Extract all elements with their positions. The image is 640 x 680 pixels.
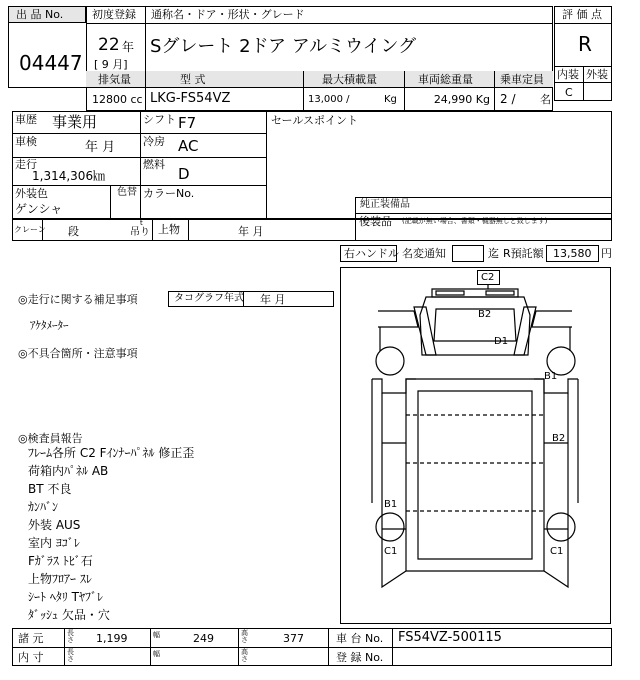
crane-hoist: 吊り: [130, 227, 150, 238]
interior-grade-value: C: [565, 86, 573, 99]
inspection-value: 年 月: [85, 140, 116, 155]
history-block: [12, 111, 612, 219]
length-value: 1,199: [96, 632, 128, 645]
width-value: 249: [193, 632, 214, 645]
lot-no-label: 出 品 No.: [16, 8, 64, 21]
max-load-unit: Kg: [384, 94, 397, 105]
height-label: 高さ: [241, 629, 248, 644]
deposit-until-label: 迄: [488, 247, 499, 260]
recycle-unit: 円: [601, 247, 612, 260]
max-load-value: 13,000 /: [308, 94, 350, 105]
inspector-title: ◎検査員報告: [18, 432, 83, 445]
cab-roof: [432, 289, 518, 297]
displacement-value: 12800 cc: [92, 93, 143, 106]
exterior-grade-label: 外装: [586, 68, 608, 81]
inner-height-label: 高さ: [241, 648, 248, 663]
name-change-label: 名変通知: [402, 247, 446, 260]
name-change-box[interactable]: [452, 245, 484, 262]
inspector-line: 室内 ﾖｺﾞﾚ: [28, 536, 80, 550]
grade-value: R: [578, 32, 592, 56]
inspector-line: Fｶﾞﾗｽ ﾄﾋﾞ石: [28, 554, 93, 568]
recycle-value: 13,580: [553, 247, 592, 260]
history-value: 事業用: [52, 113, 98, 131]
rhd-label: 右ハンドル: [344, 247, 399, 260]
damage-mark-c1-left: C1: [384, 546, 398, 557]
mileage-label: 走行: [15, 158, 37, 171]
damage-mark-b1-left: B1: [384, 499, 398, 510]
mileage-note-title: ◎走行に関する補足事項: [18, 293, 138, 306]
damage-mark-b2-right: B2: [552, 433, 566, 444]
gross-weight-value: 24,990 Kg: [433, 93, 490, 106]
inspector-line: 外装 AUS: [28, 518, 81, 532]
truck-diagram: [340, 267, 611, 624]
inspector-line: ｶﾝﾊﾞﾝ: [28, 500, 59, 514]
displacement-label: 排気量: [98, 73, 131, 86]
tachograph-value: 年 月: [260, 293, 286, 306]
capacity-label: 乗車定員: [500, 73, 544, 86]
ac-label: 冷房: [143, 135, 165, 148]
dims-label: 諸 元: [18, 632, 44, 645]
tachograph-label: タコグラフ年式: [174, 293, 244, 304]
inner-width-label: 幅: [153, 650, 160, 658]
color-code-label: カラーNo.: [143, 187, 195, 200]
genuine-equipment-label: 純正装備品: [360, 199, 410, 210]
inspection-label: 車検: [15, 135, 37, 148]
damage-mark-b1-right: B1: [544, 371, 558, 382]
inner-dims-label: 内 寸: [18, 651, 44, 664]
reg-year-unit: 年: [122, 40, 135, 54]
mileage-value: 1,314,306㎞: [32, 169, 106, 183]
gross-weight-label: 車両総重量: [418, 73, 473, 86]
interior-grade-label: 内装: [557, 68, 579, 81]
aftermarket-label: 後装品: [359, 215, 392, 228]
inspector-line: ﾀﾞｯｼｭ 欠品・穴: [28, 608, 110, 622]
height-value: 377: [283, 632, 304, 645]
inspector-line: 荷箱内ﾊﾟﾈﾙ AB: [28, 464, 109, 478]
shift-value: F7: [178, 114, 197, 132]
capacity-value: 2 /: [500, 92, 516, 106]
upper-structure-label: 上物: [158, 223, 180, 236]
chassis-value: FS54VZ-500115: [398, 630, 502, 645]
aftermarket-note: (記載が無い場合、書類・機器無しと致します): [402, 217, 548, 225]
crane-stages: 段: [68, 225, 79, 238]
crane-label: クレーン: [14, 225, 46, 234]
reg-year: 22: [98, 35, 120, 55]
capacity-unit: 名: [540, 93, 551, 106]
damage-mark-c1-right: C1: [550, 546, 564, 557]
reg-month: [ 9 月]: [94, 58, 128, 71]
fuel-label: 燃料: [143, 158, 165, 171]
chassis-label: 車 台 No.: [336, 632, 384, 645]
shift-label: シフト: [143, 113, 176, 126]
wheel-rear-left: [376, 513, 404, 541]
inspector-line: 上物ﾌﾛｱｰ ｽﾚ: [28, 572, 92, 586]
cargo-box: [406, 379, 544, 571]
ac-value: AC: [178, 137, 199, 155]
first-registration-label: 初度登録: [92, 8, 136, 21]
damage-mark-d1: D1: [494, 336, 509, 347]
width-label: 幅: [153, 631, 160, 639]
inner-length-label: 長さ: [67, 648, 74, 663]
wheel-rear-right: [547, 513, 575, 541]
vehicle-name-label: 通称名・ドア・形状・グレード: [151, 8, 305, 21]
length-label: 長さ: [67, 629, 74, 644]
damage-mark-b2-top: B2: [478, 309, 492, 320]
fuel-value: D: [178, 165, 190, 183]
vehicle-name: Sグレート 2ドア アルミウイング: [150, 36, 417, 57]
model-value: LKG-FS54VZ: [150, 91, 231, 106]
mileage-note: ｱｹﾀﾒｰﾀｰ: [30, 319, 69, 332]
inspector-line: BT 不良: [28, 482, 72, 496]
wheel-front-left: [376, 347, 404, 375]
defects-title: ◎不具合箇所・注意事項: [18, 347, 138, 360]
registration-label: 登 録 No.: [336, 651, 384, 664]
color-no-label: 色替: [117, 187, 137, 198]
sales-point-label: セールスポイント: [271, 114, 359, 127]
inspector-line: ｼｰﾄ ﾍﾀﾘ Tﾔﾌﾞﾚ: [28, 590, 103, 604]
grade-label: 評 価 点: [562, 8, 602, 21]
lot-number: 04447: [19, 51, 83, 75]
history-label: 車歴: [15, 113, 37, 126]
cab-top: [420, 297, 530, 355]
upper-year-month: 年 月: [238, 225, 264, 238]
color-label: 外装色: [15, 187, 48, 200]
max-load-label: 最大積載量: [322, 73, 377, 86]
damage-mark-c2: C2: [481, 272, 495, 283]
recycle-label: R預託額: [503, 247, 544, 260]
color-value: ゲンシャ: [15, 202, 63, 216]
model-label: 型 式: [180, 73, 206, 86]
inspector-line: ﾌﾚｰﾑ各所 C2 Fｲﾝﾅｰﾊﾟﾈﾙ 修正歪: [28, 446, 195, 460]
crane-tons: t: [140, 219, 143, 227]
crane-row: [12, 219, 612, 241]
